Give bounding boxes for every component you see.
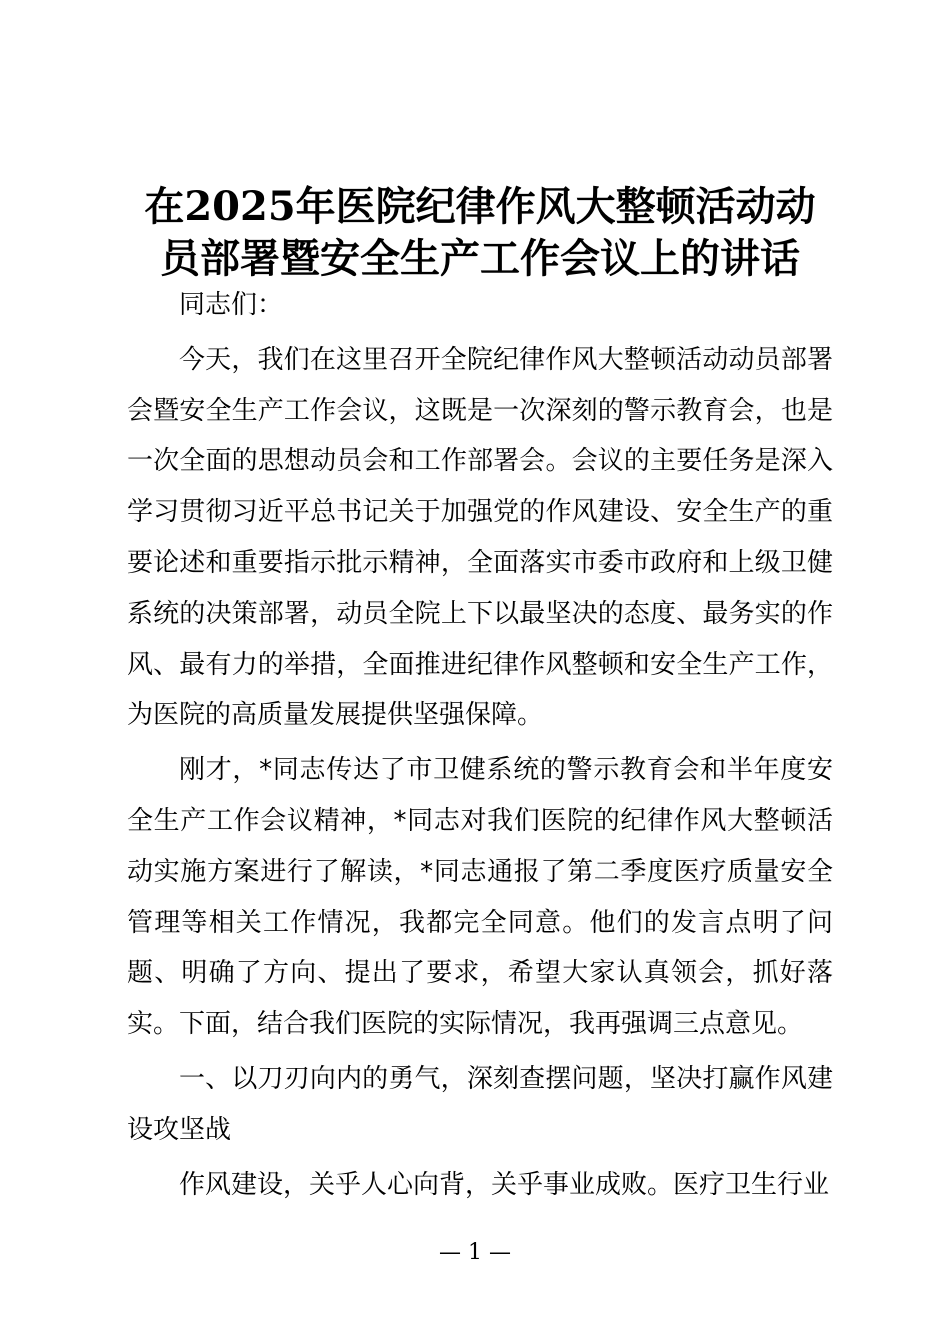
document-title — [120, 181, 840, 285]
paragraph-3: 作风建设，关乎人心向背，关乎事业成败。医疗卫生行业 — [179, 1169, 830, 1200]
paragraph-2: 刚才，*同志传达了市卫健系统的警示教育会和半年度安全生产工作会议精神，*同志对我们医院的纪律作风大整顿活动实施方案进行了解读，*同志通报了第二季度医疗质量安全管理等相关工作情况，我都完全同意。他们的发言点明了问题、明确了方向、提出了要求，希望大家认真领会，抓好落实。下面，结合我们医院的实际情况，我再强调三点意见。 — [127, 755, 833, 1040]
salutation: 同志们： — [179, 290, 284, 320]
title-line-2: 员部署暨安全生产工作会议上的讲话 — [160, 235, 800, 282]
page-number: — 1 — — [439, 1240, 511, 1265]
document-body — [127, 280, 833, 1210]
title-line-1: 在2025年医院纪律作风大整顿活动动 — [144, 183, 816, 230]
section-heading-1: 一、以刀刃向内的勇气，深刻查摆问题，坚决打赢作风建设攻坚战 — [127, 1063, 833, 1145]
paragraph-1: 今天，我们在这里召开全院纪律作风大整顿活动动员部署会暨安全生产工作会议，这既是一次深刻的警示教育会，也是一次全面的思想动员会和工作部署会。会议的主要任务是深入学习贯彻习近平总书记关于加强党的作风建设、安全生产的重要论述和重要指示批示精神，全面落实市委市政府和上级卫健系统的决策部署，动员全院上下以最坚决的态度、最务实的作风、最有力的举措，全面推进纪律作风整顿和安全生产工作，为医院的高质量发展提供坚强保障。 — [127, 344, 833, 731]
